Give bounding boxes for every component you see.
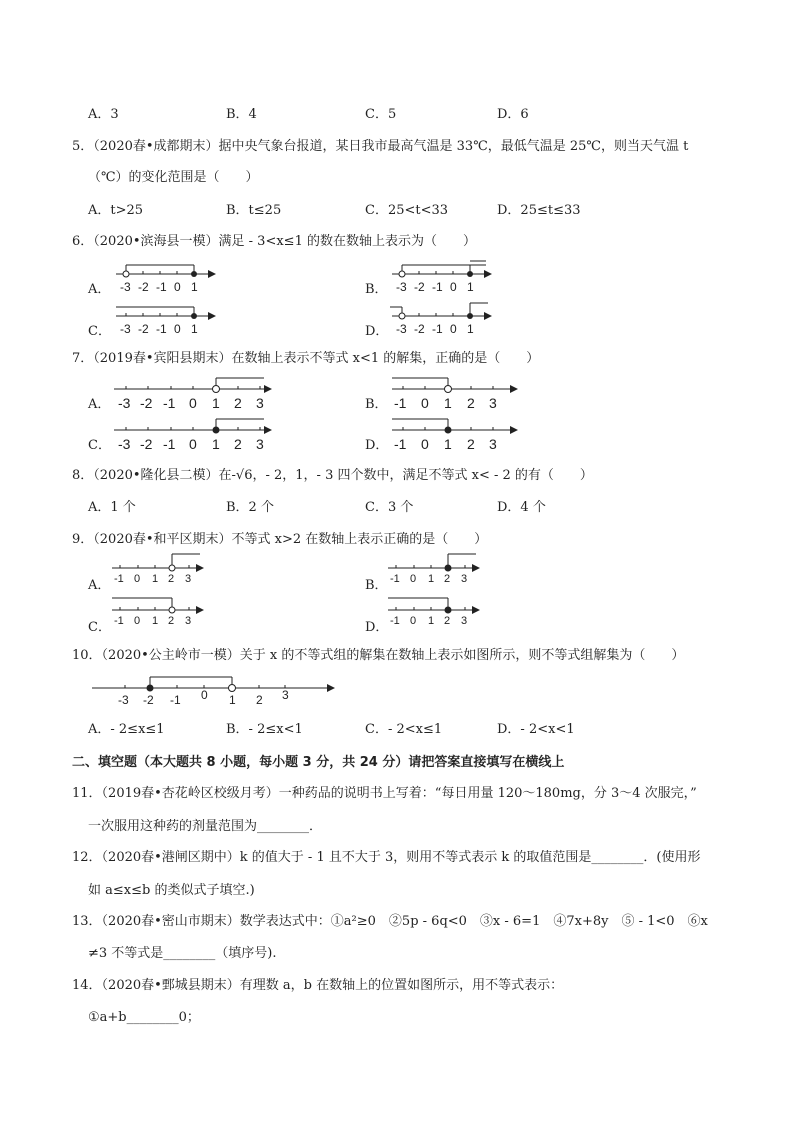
q13-line2: ≠3 不等式是________（填序号). [88,946,277,961]
tick-label: 1 [191,322,198,336]
q9-label-a: A． [88,578,111,593]
tick-label: 3 [282,688,289,702]
q7-label-a: A． [88,397,111,412]
tick-label: 2 [467,436,475,452]
tick-label: -1 [394,395,407,411]
tick-label: 0 [450,322,457,336]
q5-option-a: A．t>25 [88,203,144,218]
q4-option-c: C．5 [365,107,397,122]
tick-label: -2 [140,436,153,452]
tick-label: -2 [414,280,425,294]
q8-option-c: C．3 个 [365,500,414,515]
q7-label-d: D． [365,438,389,453]
q10-option-b: B．- 2≤x<1 [226,722,303,737]
q5-option-b: B．t≤25 [226,203,282,218]
tick-label: -3 [118,693,129,707]
tick-label: 3 [185,615,192,627]
tick-label: 0 [421,395,429,411]
q8-option-d: D．4 个 [497,500,546,515]
tick-label: -1 [432,322,443,336]
q6-numberline-d [392,300,492,336]
tick-label: 1 [212,395,220,411]
q9-stem: 9．（2020春•和平区期末）不等式 x>2 在数轴上表示正确的是（ ） [72,532,488,547]
tick-label: 2 [256,693,263,707]
q4-option-a: A．3 [88,107,119,122]
tick-label: 0 [134,615,141,627]
q9-label-d: D． [365,620,389,635]
tick-label: -1 [114,615,124,627]
tick-label: 1 [428,615,435,627]
tick-label: 2 [168,573,175,585]
q10-option-d: D．- 2<x<1 [497,722,575,737]
q10-stem: 10．（2020•公主岭市一模）关于 x 的不等式组的解集在数轴上表示如图所示，则不等式组解集为（ ） [72,648,685,663]
q5-option-d: D．25≤t≤33 [497,203,581,218]
tick-label: -1 [163,436,176,452]
tick-label: 2 [234,436,242,452]
q12-line2: 如 a≤x≤b 的类似式子填空.) [88,883,255,898]
q10-option-a: A．- 2≤x≤1 [88,722,165,737]
tick-label: -1 [156,322,167,336]
tick-label: 2 [444,573,451,585]
q9-numberline-b [388,552,488,588]
tick-label: -1 [156,280,167,294]
tick-label: 0 [410,573,417,585]
q8-sqrt: -√6 [231,468,253,483]
q9-label-c: C． [88,620,111,635]
q8-option-a: A．1 个 [88,500,136,515]
q9-numberline-d [388,594,488,630]
tick-label: -3 [120,280,131,294]
tick-label: 1 [467,322,474,336]
tick-label: 2 [168,615,175,627]
tick-label: -1 [114,573,124,585]
tick-label: -1 [390,573,400,585]
tick-label: 0 [421,436,429,452]
tick-label: -1 [163,395,176,411]
tick-label: 1 [428,573,435,585]
tick-label: 3 [489,436,497,452]
q6-stem: 6．（2020•滨海县一模）满足 - 3<x≤1 的数在数轴上表示为（ ） [72,234,476,249]
q4-option-d: D．6 [497,107,529,122]
q8-stem-pre: 8．（2020•隆化县二模）在 [72,468,232,483]
q7-numberline-c [114,413,274,451]
q7-numberline-b [392,372,522,410]
tick-label: 1 [152,573,159,585]
tick-label: 1 [229,693,236,707]
q4-option-b: B．4 [226,107,257,122]
q6-label-a: A． [88,282,111,297]
q6-label-b: B． [365,282,388,297]
q14-line2: ①a+b________0； [88,1010,200,1025]
tick-label: -1 [390,615,400,627]
tick-label: -3 [118,395,131,411]
tick-label: -2 [143,693,154,707]
q8-stem-post: ，- 2，1，- 3 四个数中，满足不等式 x< - 2 的有（ ） [252,468,593,483]
q10-numberline [92,668,337,708]
tick-label: -3 [120,322,131,336]
q7-stem: 7．（2019春•宾阳县期末）在数轴上表示不等式 x<1 的解集，正确的是（ ） [72,351,540,366]
tick-label: -2 [140,395,153,411]
tick-label: -2 [138,280,149,294]
tick-label: -1 [432,280,443,294]
q8-option-b: B．2 个 [226,500,274,515]
q9-numberline-c [112,594,212,630]
tick-label: 0 [450,280,457,294]
q11-line1: 11．（2019春•杏花岭区校级月考）一种药品的说明书上写着：“每日用量 120～180mg，分 3～4 次服完，” [72,786,697,801]
tick-label: 3 [185,573,192,585]
section-heading: 二、填空题（本大题共 8 小题，每小题 3 分，共 24 分）请把答案直接填写在横线上 [72,755,565,770]
tick-label: 2 [234,395,242,411]
tick-label: -1 [394,436,407,452]
tick-label: 1 [467,280,474,294]
tick-label: -2 [138,322,149,336]
tick-label: 1 [191,280,198,294]
tick-label: 0 [189,395,197,411]
tick-label: 1 [444,395,452,411]
tick-label: 0 [174,322,181,336]
q7-label-b: B． [365,397,388,412]
q8-stem [72,464,593,483]
q9-numberline-a [112,552,212,588]
q5-stem-line1: 5．（2020春•成都期末）据中央气象台报道，某日我市最高气温是 33℃，最低气温是 25℃，则当天气温 t [72,139,689,154]
q7-numberline-d [392,413,522,451]
q14-line1: 14．（2020春•鄄城县期末）有理数 a，b 在数轴上的位置如图所示，用不等式表示： [72,978,564,993]
tick-label: -3 [396,280,407,294]
q11-line2: 一次服用这种药的剂量范围为________． [88,819,323,834]
q6-label-c: C． [88,324,111,339]
tick-label: 3 [489,395,497,411]
tick-label: 3 [461,573,468,585]
tick-label: 0 [134,573,141,585]
q7-label-c: C． [88,438,111,453]
tick-label: 3 [256,436,264,452]
tick-label: 1 [152,615,159,627]
tick-label: 0 [201,688,208,702]
q6-numberline-c [116,300,216,336]
q13-line1: 13．（2020春•密山市期末）数学表达式中：①a²≥0 ②5p - 6q<0 ③x - 6=1 ④7x+8y ⑤ - 1<0 ⑥x [72,914,708,929]
q12-line1: 12．（2020春•港闸区期中）k 的值大于 - 1 且不大于 3，则用不等式表示 k 的取值范围是________．(使用形 [72,850,701,865]
tick-label: 3 [461,615,468,627]
q10-option-c: C．- 2<x≤1 [365,722,443,737]
tick-label: -3 [396,322,407,336]
q7-numberline-a [114,372,274,410]
tick-label: 1 [444,436,452,452]
tick-label: -1 [170,693,181,707]
tick-label: 2 [444,615,451,627]
tick-label: 1 [212,436,220,452]
tick-label: -3 [118,436,131,452]
q5-option-c: C．25<t<33 [365,203,449,218]
tick-label: 2 [467,395,475,411]
tick-label: 0 [189,436,197,452]
q6-numberline-a [116,258,216,294]
q6-label-d: D． [365,324,389,339]
tick-label: 3 [256,395,264,411]
tick-label: -2 [414,322,425,336]
tick-label: 0 [410,615,417,627]
q6-numberline-b [392,258,492,294]
tick-label: 0 [174,280,181,294]
q5-stem-line2: （℃）的变化范围是（ ） [88,170,259,185]
q9-label-b: B． [365,578,388,593]
